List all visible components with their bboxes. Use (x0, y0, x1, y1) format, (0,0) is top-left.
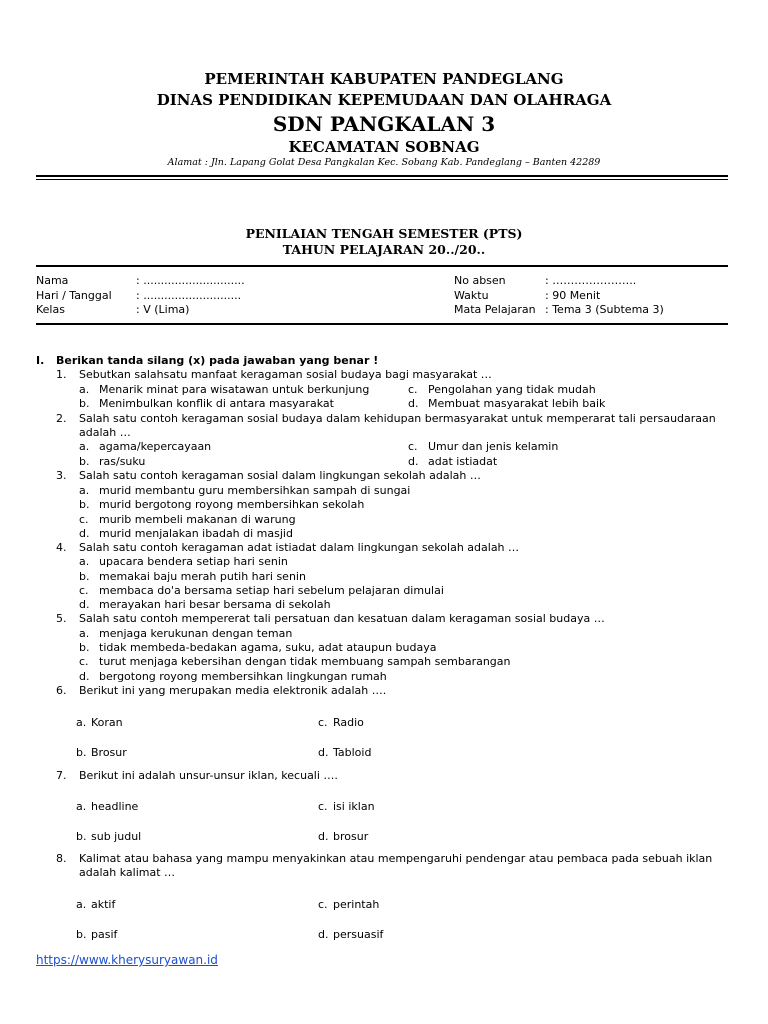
option-text[interactable]: sub judul (91, 830, 142, 843)
identity-label: No absen (454, 274, 506, 287)
question-text: Berikut ini adalah unsur-unsur iklan, kecuali …. (79, 769, 338, 782)
option-text[interactable]: pasif (91, 928, 118, 941)
option-text[interactable]: Koran (91, 716, 123, 729)
option-text[interactable]: membaca do'a bersama setiap hari sebelum pelajaran dimulai (99, 584, 444, 597)
option-letter[interactable]: b. (76, 928, 87, 941)
option-letter[interactable]: c. (408, 383, 418, 396)
option-letter[interactable]: d. (318, 928, 329, 941)
option-letter[interactable]: c. (318, 800, 328, 813)
question-text: Salah satu contoh mempererat tali persatuan dan kesatuan dalam keragaman sosial budaya … (79, 612, 605, 625)
exam-year: TAHUN PELAJARAN 20../20.. (282, 242, 486, 257)
identity-top-rule (36, 265, 728, 267)
question-number: 7. (56, 769, 67, 782)
school-address: Alamat : Jln. Lapang Golat Desa Pangkalan Kec. Sobang Kab. Pandeglang – Banten 42289 (167, 157, 601, 168)
option-letter[interactable]: a. (79, 627, 90, 640)
header-divider-thick (36, 175, 728, 177)
question-number: 4. (56, 541, 67, 554)
option-text[interactable]: upacara bendera setiap hari senin (99, 555, 288, 568)
option-letter[interactable]: b. (76, 746, 87, 759)
option-letter[interactable]: c. (79, 655, 89, 668)
identity-label: Hari / Tanggal (36, 289, 112, 302)
school-district: KECAMATAN SOBNAG (288, 138, 480, 156)
question-text-continued: adalah kalimat … (79, 866, 176, 879)
option-letter[interactable]: d. (318, 830, 329, 843)
question-text: Berikut ini yang merupakan media elektronik adalah …. (79, 684, 387, 697)
option-letter[interactable]: c. (318, 716, 328, 729)
option-text[interactable]: agama/kepercayaan (99, 440, 212, 453)
header-department: DINAS PENDIDIKAN KEPEMUDAAN DAN OLAHRAGA (156, 91, 612, 109)
option-letter[interactable]: b. (79, 641, 90, 654)
identity-value: : ………………….. (545, 274, 637, 287)
question-text: Salah satu contoh keragaman sosial budaya dalam kehidupan bermasyarakat untuk memperarat tali persaudaraan (79, 412, 716, 425)
section-number: I. (36, 354, 45, 367)
option-text[interactable]: Tabloid (333, 746, 372, 759)
option-letter[interactable]: b. (79, 498, 90, 511)
question-text: Salah satu contoh keragaman sosial dalam lingkungan sekolah adalah … (79, 469, 481, 482)
option-letter[interactable]: a. (76, 898, 87, 911)
option-text[interactable]: brosur (333, 830, 369, 843)
option-text[interactable]: menjaga kerukunan dengan teman (99, 627, 293, 640)
option-letter[interactable]: c. (408, 440, 418, 453)
option-letter[interactable]: c. (318, 898, 328, 911)
section-instruction: Berikan tanda silang (x) pada jawaban yang benar ! (56, 354, 379, 367)
identity-label: Nama (36, 274, 69, 287)
option-text[interactable]: murid menjalakan ibadah di masjid (99, 527, 293, 540)
option-letter[interactable]: d. (408, 455, 419, 468)
option-letter[interactable]: b. (79, 397, 90, 410)
identity-value: : 90 Menit (545, 289, 601, 302)
option-text[interactable]: isi iklan (333, 800, 375, 813)
option-letter[interactable]: d. (79, 527, 90, 540)
identity-label: Kelas (36, 303, 65, 316)
identity-value: : ............................ (136, 289, 242, 302)
option-letter[interactable]: c. (79, 584, 89, 597)
option-text[interactable]: Menimbulkan konflik di antara masyarakat (99, 397, 334, 410)
option-text[interactable]: aktif (91, 898, 116, 911)
question-text: Sebutkan salahsatu manfaat keragaman sosial budaya bagi masyarakat … (79, 368, 492, 381)
option-text[interactable]: memakai baju merah putih hari senin (99, 570, 306, 583)
identity-label: Mata Pelajaran (454, 303, 536, 316)
header-divider-thin (36, 179, 728, 180)
option-letter[interactable]: d. (408, 397, 419, 410)
identity-label: Waktu (454, 289, 489, 302)
question-number: 1. (56, 368, 67, 381)
option-letter[interactable]: a. (79, 383, 90, 396)
option-text[interactable]: bergotong royong membersihkan lingkungan rumah (99, 670, 387, 683)
option-letter[interactable]: a. (76, 716, 87, 729)
option-letter[interactable]: c. (79, 513, 89, 526)
option-text[interactable]: headline (91, 800, 139, 813)
footer-website-link[interactable]: https://www.kherysuryawan.id (36, 953, 218, 967)
school-name: SDN PANGKALAN 3 (272, 112, 496, 136)
question-number: 8. (56, 852, 67, 865)
option-text[interactable]: merayakan hari besar bersama di sekolah (99, 598, 331, 611)
option-letter[interactable]: d. (79, 670, 90, 683)
question-text: Kalimat atau bahasa yang mampu menyakinkan atau mempengaruhi pendengar atau pembaca pada sebuah iklan (79, 852, 713, 865)
identity-value: : ............................. (136, 274, 245, 287)
option-letter[interactable]: b. (79, 570, 90, 583)
option-text[interactable]: persuasif (333, 928, 384, 941)
option-letter[interactable]: b. (79, 455, 90, 468)
option-text[interactable]: murid membantu guru membersihkan sampah di sungai (99, 484, 411, 497)
option-text[interactable]: Membuat masyarakat lebih baik (428, 397, 606, 410)
option-text[interactable]: murid bergotong royong membersihkan sekolah (99, 498, 365, 511)
question-number: 6. (56, 684, 67, 697)
question-number: 5. (56, 612, 67, 625)
option-text[interactable]: adat istiadat (428, 455, 498, 468)
option-letter[interactable]: a. (79, 555, 90, 568)
option-letter[interactable]: b. (76, 830, 87, 843)
option-text[interactable]: Menarik minat para wisatawan untuk berkunjung (99, 383, 370, 396)
option-letter[interactable]: d. (318, 746, 329, 759)
option-text[interactable]: Radio (333, 716, 364, 729)
option-letter[interactable]: a. (79, 440, 90, 453)
identity-value: : Tema 3 (Subtema 3) (545, 303, 664, 316)
identity-value: : V (Lima) (136, 303, 190, 316)
option-text[interactable]: murib membeli makanan di warung (99, 513, 296, 526)
option-text[interactable]: ras/suku (99, 455, 146, 468)
question-number: 3. (56, 469, 67, 482)
question-text-continued: adalah … (79, 426, 131, 439)
option-text[interactable]: tidak membeda-bedakan agama, suku, adat ataupun budaya (99, 641, 437, 654)
option-letter[interactable]: a. (79, 484, 90, 497)
option-text[interactable]: Pengolahan yang tidak mudah (428, 383, 596, 396)
question-text: Salah satu contoh keragaman adat istiadat dalam lingkungan sekolah adalah … (79, 541, 520, 554)
option-letter[interactable]: a. (76, 800, 87, 813)
question-number: 2. (56, 412, 67, 425)
option-text[interactable]: perintah (333, 898, 380, 911)
identity-bottom-rule (36, 323, 728, 325)
option-text[interactable]: turut menjaga kebersihan dengan tidak membuang sampah sembarangan (99, 655, 511, 668)
option-text[interactable]: Umur dan jenis kelamin (428, 440, 559, 453)
exam-title: PENILAIAN TENGAH SEMESTER (PTS) (245, 226, 523, 241)
header-government: PEMERINTAH KABUPATEN PANDEGLANG (204, 70, 564, 88)
option-letter[interactable]: d. (79, 598, 90, 611)
option-text[interactable]: Brosur (91, 746, 127, 759)
